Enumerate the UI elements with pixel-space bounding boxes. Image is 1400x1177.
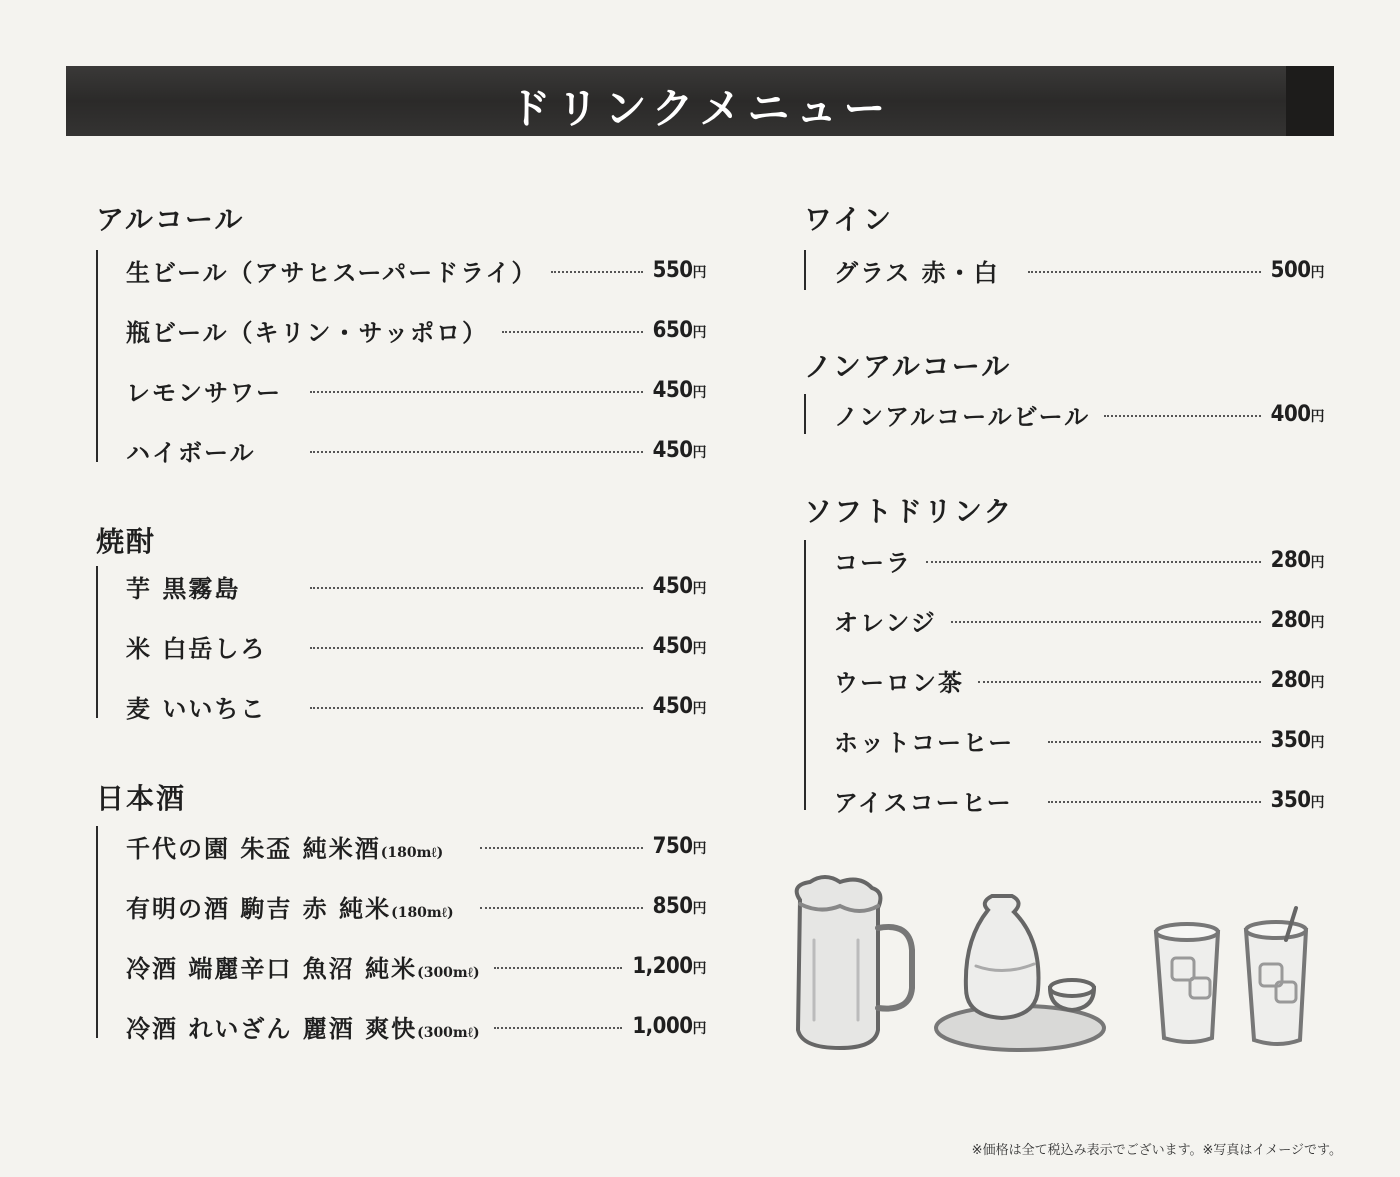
menu-item [126,626,706,666]
dotted-leader [310,391,643,393]
menu-item [126,1006,706,1046]
item-name: グラス 赤・白 [834,257,1000,287]
price-value: 450 [652,573,693,599]
group-wine [804,250,1326,290]
yen-unit: 円 [692,324,706,341]
item-price [653,694,706,719]
dotted-leader [480,847,643,849]
item-name: 芋 黒霧島 [126,573,241,603]
header-banner [66,66,1334,136]
dotted-leader [551,271,642,273]
price-value: 450 [652,693,693,719]
price-value: 280 [1270,547,1311,573]
item-price [632,954,706,979]
section-title-softdrink: ソフトドリンク [804,495,1014,528]
item-name: オレンジ [834,607,937,637]
item-name: ノンアルコールビール [834,401,1091,431]
group-sake [96,826,708,1043]
price-value: 850 [652,893,693,919]
menu-item [126,310,706,350]
section-title-sake: 日本酒 [96,782,187,815]
item-price [1271,728,1324,753]
item-name [126,1009,480,1044]
sake-bottle-icon [936,896,1104,1050]
dotted-leader [494,1027,623,1029]
group-softdrink [804,540,1326,817]
dotted-leader [1048,741,1261,743]
yen-unit: 円 [692,580,706,597]
menu-item [834,540,1324,580]
item-volume: (180mℓ) [380,844,444,861]
menu-item [126,370,706,410]
item-name-text: 冷酒 端麗辛口 魚沼 純米 [126,953,418,983]
item-name-text: 有明の酒 駒吉 赤 純米 [126,893,392,923]
yen-unit: 円 [692,384,706,401]
section-title-nonalcohol: ノンアルコール [804,350,1012,383]
price-value: 650 [652,317,693,343]
price-value: 450 [652,633,693,659]
menu-item [126,250,706,290]
item-name [126,889,466,924]
item-price [1271,788,1324,813]
highball-glass-icon [1156,924,1218,1042]
item-volume: (300mℓ) [417,964,480,981]
dotted-leader [310,451,643,453]
menu-item [834,600,1324,640]
yen-unit: 円 [692,444,706,461]
item-name: コーラ [834,547,912,577]
price-value: 350 [1270,727,1311,753]
item-price [1271,258,1324,283]
menu-item [126,946,706,986]
group-shochu [96,566,708,723]
item-volume: (300mℓ) [417,1024,480,1041]
item-price [653,258,706,283]
menu-item [834,720,1324,760]
price-value: 450 [652,437,693,463]
menu-item [126,886,706,926]
price-value: 1,200 [632,953,693,979]
yen-unit: 円 [1310,264,1324,281]
yen-unit: 円 [1310,614,1324,631]
price-value: 1,000 [632,1013,693,1039]
item-name-text: 冷酒 れいざん 麗酒 爽快 [126,1013,418,1043]
page-title: ドリンクメニュー [508,84,892,133]
price-value: 750 [652,833,693,859]
item-name-text: 千代の園 朱盃 純米酒 [126,833,381,863]
dotted-leader [310,707,643,709]
item-name: レモンサワー [126,377,282,407]
yen-unit: 円 [692,700,706,717]
price-value: 500 [1270,257,1311,283]
item-name: 米 白岳しろ [126,633,267,663]
menu-item [834,780,1324,820]
yen-unit: 円 [1310,794,1324,811]
price-value: 350 [1270,787,1311,813]
item-name [126,949,480,984]
menu-item [126,826,706,866]
price-value: 450 [652,377,693,403]
group-nonalcohol [804,394,1326,434]
item-price [1271,608,1324,633]
price-value: 280 [1270,667,1311,693]
item-price [1271,548,1324,573]
item-name: ホットコーヒー [834,727,1015,757]
item-price [1271,402,1324,427]
footnote: ※価格は全て税込み表示でございます。※写真はイメージです。 [971,1143,1342,1158]
item-price [653,438,706,463]
group-alcohol [96,250,708,467]
dotted-leader [951,621,1261,623]
yen-unit: 円 [692,960,706,977]
price-value: 280 [1270,607,1311,633]
drinks-illustration [780,870,1320,1070]
menu-item [834,660,1324,700]
item-name: 生ビール（アサヒスーパードライ） [126,257,538,287]
menu-item [834,394,1324,434]
dotted-leader [926,561,1261,563]
yen-unit: 円 [1310,408,1324,425]
item-price [1271,668,1324,693]
yen-unit: 円 [692,840,706,857]
dotted-leader [310,647,643,649]
yen-unit: 円 [1310,734,1324,751]
item-volume: (180mℓ) [391,904,454,921]
item-name: 瓶ビール（キリン・サッポロ） [126,317,489,347]
dotted-leader [1048,801,1261,803]
menu-item [126,566,706,606]
item-price [653,894,706,919]
dotted-leader [480,907,643,909]
item-price [653,574,706,599]
item-name: 麦 いいちこ [126,693,267,723]
menu-item [126,686,706,726]
dotted-leader [494,967,623,969]
iced-drink-icon [1246,908,1306,1044]
dotted-leader [1104,415,1261,417]
yen-unit: 円 [1310,554,1324,571]
yen-unit: 円 [692,1020,706,1037]
price-value: 550 [652,257,693,283]
yen-unit: 円 [692,900,706,917]
section-title-shochu: 焼酎 [96,525,157,558]
menu-item [126,430,706,470]
dotted-leader [978,681,1261,683]
item-name [126,829,466,864]
dotted-leader [502,331,643,333]
price-value: 400 [1270,401,1311,427]
yen-unit: 円 [692,264,706,281]
beer-mug-icon [797,877,912,1048]
item-price [653,378,706,403]
dotted-leader [310,587,643,589]
item-price [653,318,706,343]
item-name: ウーロン茶 [834,667,964,697]
item-price [632,1014,706,1039]
item-price [653,834,706,859]
section-title-alcohol: アルコール [96,203,245,236]
section-title-wine: ワイン [804,203,894,236]
yen-unit: 円 [1310,674,1324,691]
item-name: ハイボール [126,437,256,467]
yen-unit: 円 [692,640,706,657]
dotted-leader [1028,271,1261,273]
item-name: アイスコーヒー [834,787,1013,817]
menu-item [834,250,1324,290]
item-price [653,634,706,659]
